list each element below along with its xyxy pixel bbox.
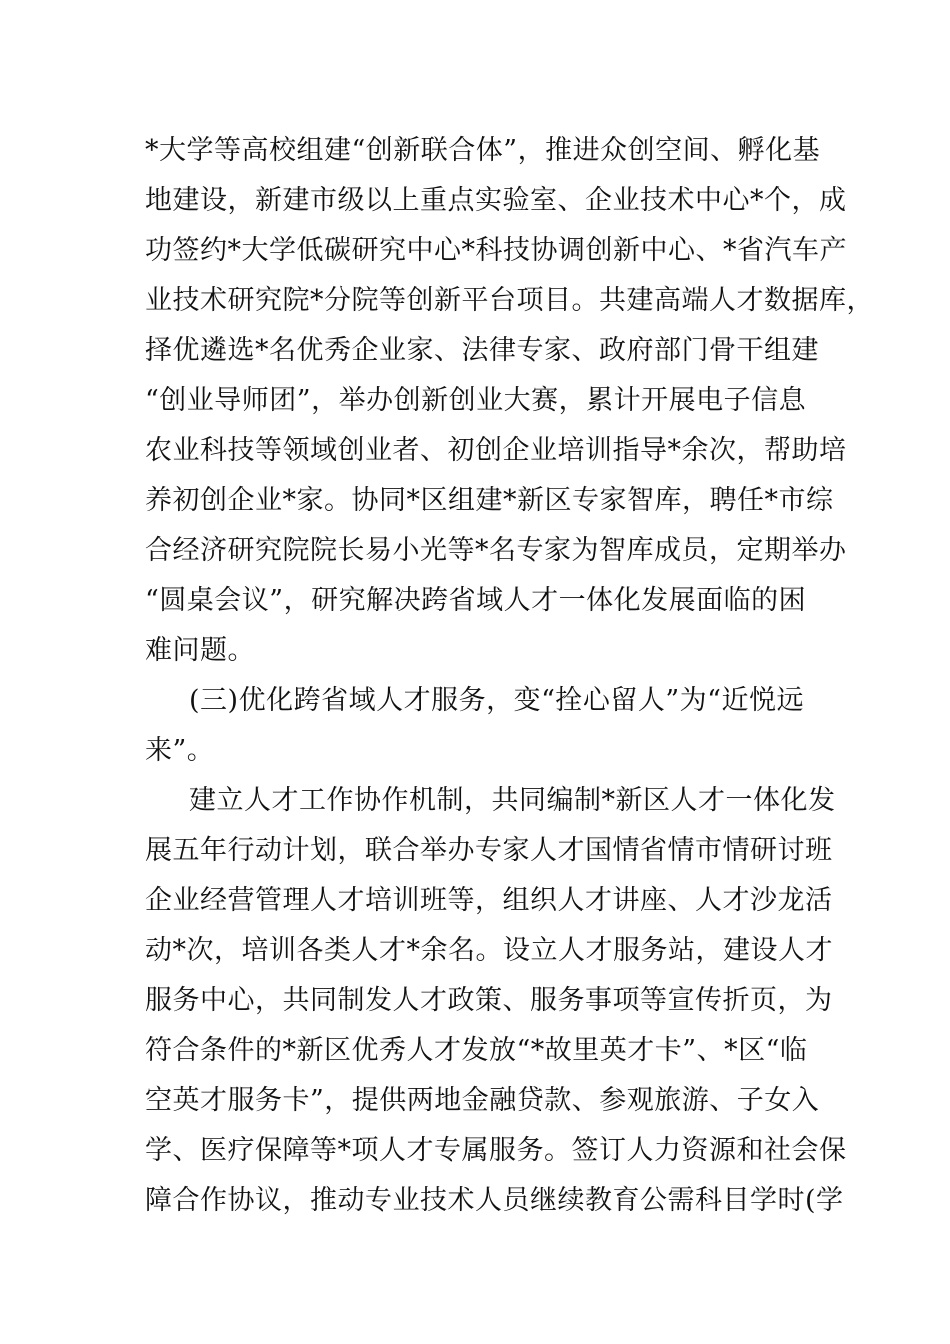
text-line: 建立人才工作协作机制，共同编制*新区人才一体化发 <box>189 785 836 816</box>
text-line: 障合作协议，推动专业技术人员继续教育公需科目学时(学 <box>145 1185 844 1216</box>
text-line: 农业科技等领域创业者、初创企业培训指导*余次，帮助培 <box>145 435 847 466</box>
text-line: 养初创企业*家。协同*区组建*新区专家智库，聘任*市综 <box>145 485 834 516</box>
heading-line: 来”。 <box>145 735 215 766</box>
text-line: 展五年行动计划，联合举办专家人才国情省情市情研讨班 <box>145 835 833 866</box>
text-line: “创业导师团”，举办创新创业大赛，累计开展电子信息 <box>145 385 807 416</box>
text-line: 学、医疗保障等*项人才专属服务。签订人力资源和社会保 <box>145 1135 847 1166</box>
section-heading-talent-services <box>145 676 835 776</box>
text-line: “圆桌会议”，研究解决跨省域人才一体化发展面临的困 <box>145 585 807 616</box>
text-line: 合经济研究院院长易小光等*名专家为智库成员，定期举办 <box>145 535 847 566</box>
text-line: 动*次，培训各类人才*余名。设立人才服务站，建设人才 <box>145 935 833 966</box>
text-line: 地建设，新建市级以上重点实验室、企业技术中心*个，成 <box>145 185 847 216</box>
text-line: 难问题。 <box>145 635 255 666</box>
document-body <box>145 126 874 1226</box>
paragraph-innovation-platforms <box>145 126 874 676</box>
heading-line: (三)优化跨省域人才服务，变“拴心留人”为“近悦远 <box>189 685 804 716</box>
paragraph-talent-cooperation <box>145 776 847 1226</box>
text-line: 企业经营管理人才培训班等，组织人才讲座、人才沙龙活 <box>145 885 833 916</box>
text-line: 符合条件的*新区优秀人才发放“*故里英才卡”、*区“临 <box>145 1035 808 1066</box>
text-line: 功签约*大学低碳研究中心*科技协调创新中心、*省汽车产 <box>145 235 847 266</box>
text-line: 服务中心，共同制发人才政策、服务事项等宣传折页，为 <box>145 985 833 1016</box>
text-line: 空英才服务卡”，提供两地金融贷款、参观旅游、子女入 <box>145 1085 820 1116</box>
text-line: *大学等高校组建“创新联合体”，推进众创空间、孵化基 <box>145 135 821 166</box>
text-line: 择优遴选*名优秀企业家、法律专家、政府部门骨干组建 <box>145 335 819 366</box>
text-line: 业技术研究院*分院等创新平台项目。共建高端人才数据库， <box>145 285 874 316</box>
